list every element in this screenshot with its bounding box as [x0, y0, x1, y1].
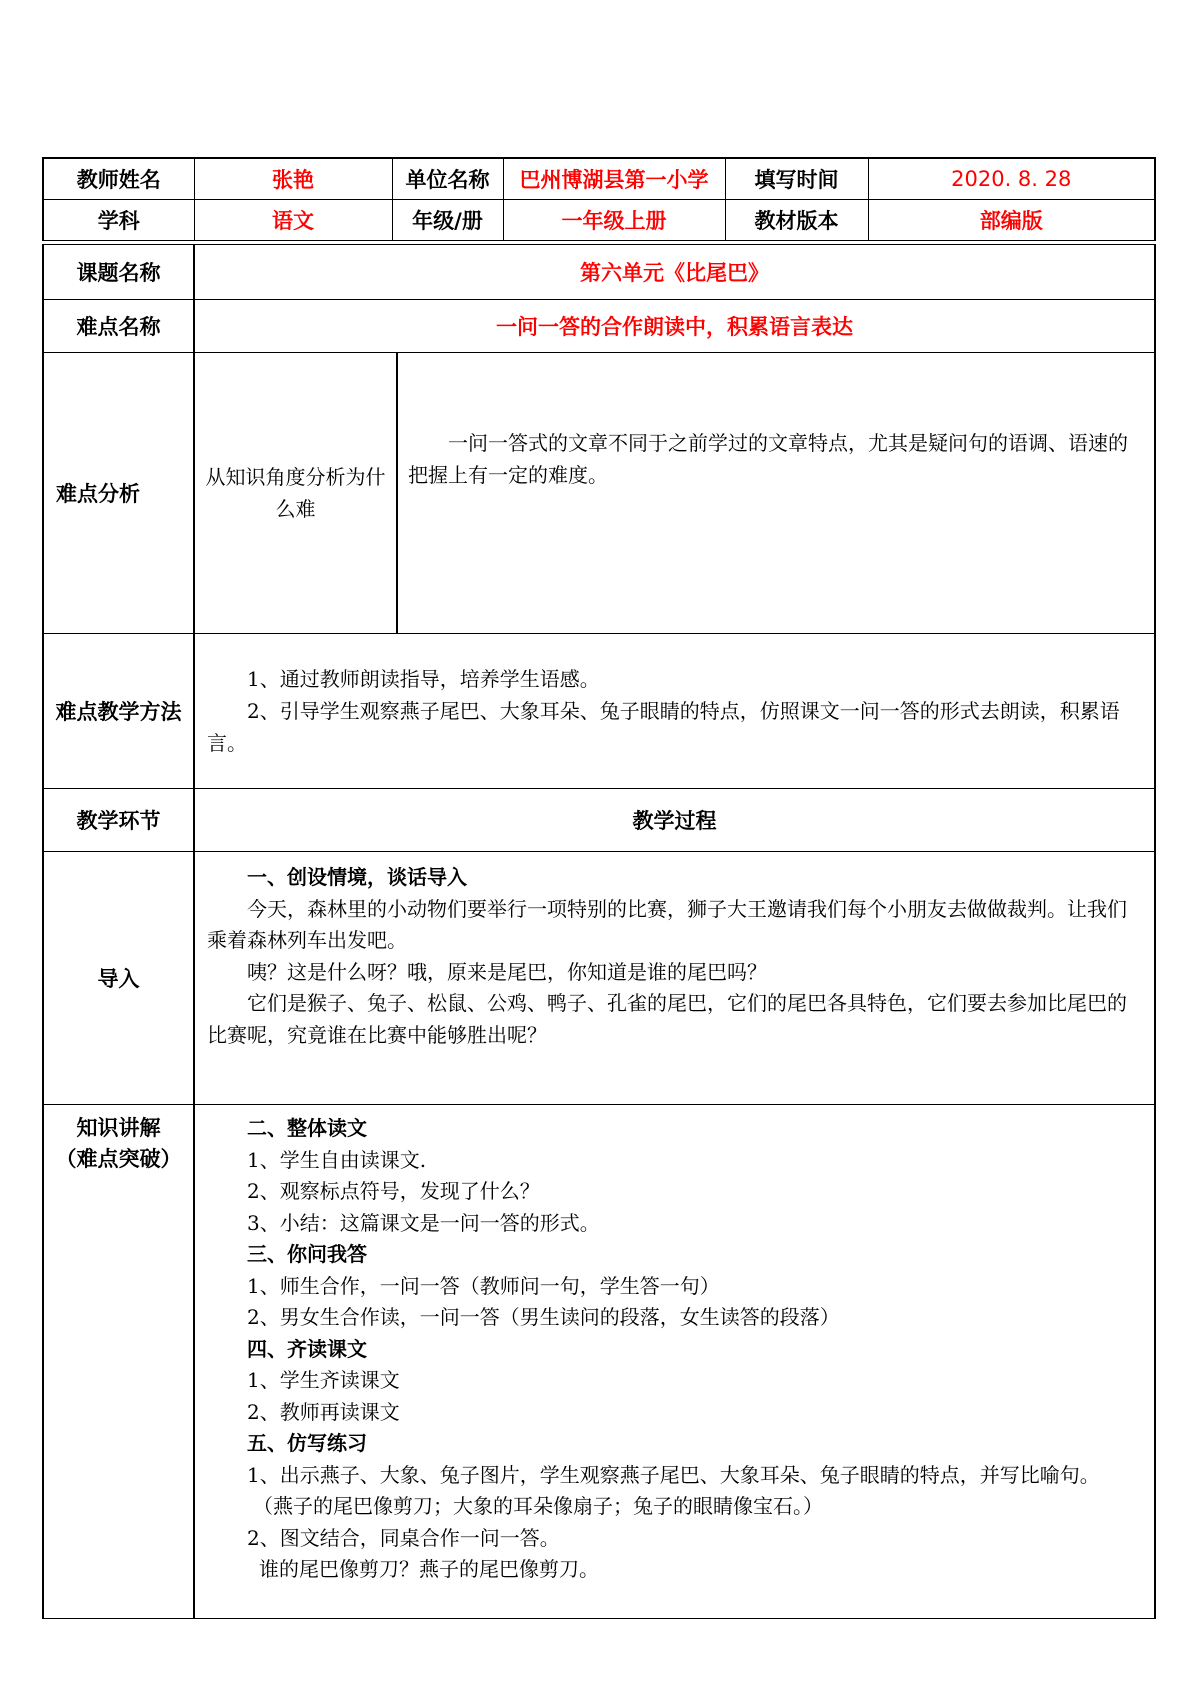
analysis-text: 一问一答式的文章不同于之前学过的文章特点，尤其是疑问句的语调、语速的把握上有一定的难度。	[408, 431, 1128, 487]
analysis-sub-label: 从知识角度分析为什么难	[194, 353, 397, 634]
unit-name-label: 单位名称	[392, 158, 503, 200]
analysis-text-cell	[397, 353, 1155, 634]
difficulty-label: 难点名称	[43, 300, 194, 353]
fill-date-label: 填写时间	[725, 158, 868, 200]
intro-paragraph-3: 它们是猴子、兔子、松鼠、公鸡、鸭子、孔雀的尾巴，它们的尾巴各具特色，它们要去参加比尾巴的比赛呢，究竟谁在比赛中能够胜出呢？	[207, 991, 1127, 1047]
intro-label: 导入	[43, 852, 194, 1105]
subject-label: 学科	[43, 200, 194, 241]
section-5-item-2: （燕子的尾巴像剪刀；大象的耳朵像扇子；兔子的眼睛像宝石。）	[253, 1494, 823, 1518]
grade-value: 一年级上册	[503, 200, 725, 241]
intro-heading: 一、创设情境，谈话导入	[247, 865, 467, 889]
subject-value: 语文	[194, 200, 392, 241]
section-5-heading: 五、仿写练习	[247, 1431, 367, 1455]
method-line-1: 1、通过教师朗读指导，培养学生语感。	[247, 667, 600, 691]
method-line-2: 2、引导学生观察燕子尾巴、大象耳朵、兔子眼睛的特点，仿照课文一问一答的形式去朗读，积累语言。	[207, 699, 1120, 755]
edition-label: 教材版本	[725, 200, 868, 241]
difficulty-value: 一问一答的合作朗读中，积累语言表达	[194, 300, 1155, 353]
topic-label: 课题名称	[43, 245, 194, 300]
method-text-cell	[194, 634, 1155, 789]
section-2-heading: 二、整体读文	[247, 1116, 367, 1140]
teacher-name-label: 教师姓名	[43, 158, 194, 200]
fill-date-value: 2020. 8. 28	[868, 158, 1155, 200]
main-table	[42, 244, 1156, 1619]
knowledge-label-line-2: （难点突破）	[55, 1147, 182, 1171]
intro-text-cell	[194, 852, 1155, 1105]
section-3-item-1: 1、师生合作，一问一答（教师问一句，学生答一句）	[247, 1273, 720, 1298]
analysis-label: 难点分析	[43, 353, 194, 634]
edition-value: 部编版	[868, 200, 1155, 241]
section-2-item-3: 3、小结：这篇课文是一问一答的形式。	[247, 1210, 600, 1235]
section-4-heading: 四、齐读课文	[247, 1336, 367, 1361]
lesson-plan-sheet	[42, 157, 1154, 1619]
section-5-item-3: 2、图文结合，同桌合作一问一答。	[247, 1525, 560, 1550]
knowledge-text-cell	[194, 1105, 1155, 1619]
topic-value: 第六单元《比尾巴》	[194, 245, 1155, 300]
section-2-item-1: 1、学生自由读课文.	[247, 1147, 427, 1172]
unit-name-value: 巴州博湖县第一小学	[503, 158, 725, 200]
knowledge-label-line-1: 知识讲解	[76, 1116, 161, 1140]
segments-value: 教学过程	[194, 789, 1155, 852]
intro-paragraph-2: 咦？这是什么呀？哦，原来是尾巴，你知道是谁的尾巴吗？	[247, 959, 767, 984]
segments-label: 教学环节	[43, 789, 194, 852]
section-3-item-2: 2、男女生合作读，一问一答（男生读问的段落，女生读答的段落）	[247, 1305, 840, 1329]
method-label: 难点教学方法	[43, 634, 194, 789]
section-4-item-1: 1、学生齐读课文	[247, 1368, 400, 1392]
section-4-item-2: 2、教师再读课文	[247, 1399, 400, 1424]
section-5-item-1: 1、出示燕子、大象、兔子图片，学生观察燕子尾巴、大象耳朵、兔子眼睛的特点，并写比喻句。	[247, 1462, 1100, 1487]
section-3-heading: 三、你问我答	[247, 1242, 367, 1266]
grade-label: 年级/册	[392, 200, 503, 241]
intro-paragraph-1: 今天，森林里的小动物们要举行一项特别的比赛，狮子大王邀请我们每个小朋友去做做裁判。让我们乘着森林列车出发吧。	[207, 896, 1127, 952]
section-2-item-2: 2、观察标点符号，发现了什么？	[247, 1179, 540, 1203]
teacher-name-value: 张艳	[194, 158, 392, 200]
section-5-item-4: 谁的尾巴像剪刀？燕子的尾巴像剪刀。	[259, 1557, 599, 1581]
knowledge-label	[43, 1105, 194, 1619]
header-table	[42, 157, 1156, 241]
